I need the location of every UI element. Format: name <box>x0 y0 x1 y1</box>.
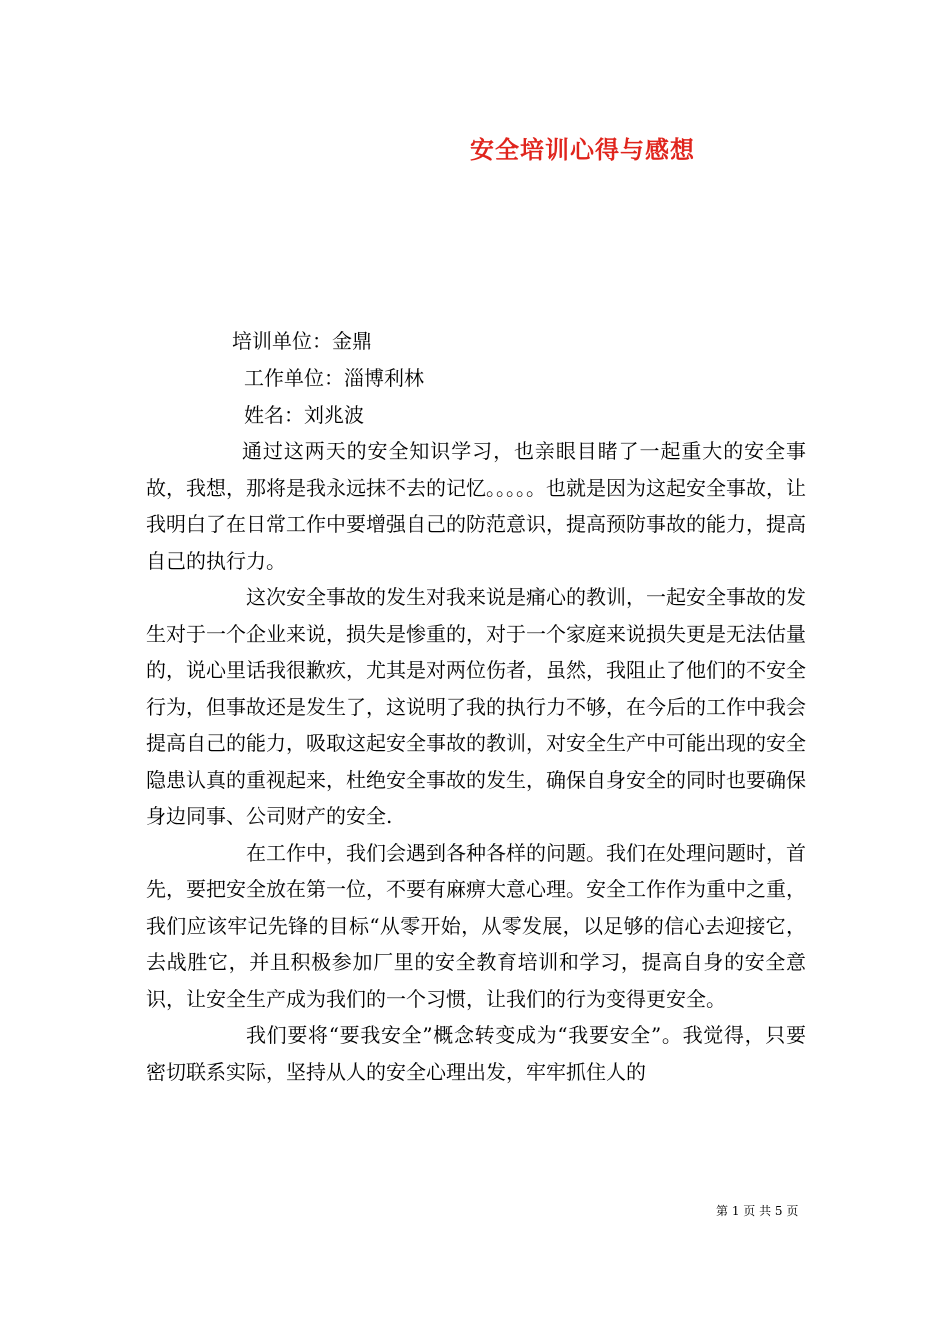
page-number-footer: 第 1 页 共 5 页 <box>716 1204 799 1218</box>
document-title: 安全培训心得与感想 <box>470 135 695 164</box>
work-unit: 工作单位：淄博利林 <box>244 366 424 390</box>
paragraph-2: 这次安全事故的发生对我来说是痛心的教训，一起安全事故的发生对于一个企业来说，损失是惨重的，对于一个家庭来说损失更是无法估量的，说心里话我很歉疚，尤其是对两位伤者，虽然，我阻止了他们的不安全行为，但事故还是发生了，这说明了我的执行力不够，在今后的工作中我会提高自己的能力，吸取这起安全事故的教训，对安全生产中可能出现的安全隐患认真的重视起来，杜绝安全事故的发生，确保自身安全的同时也要确保身边同事、公司财产的安全. <box>146 585 806 828</box>
document-body <box>146 433 806 1090</box>
paragraph-1: 通过这两天的安全知识学习，也亲眼目睹了一起重大的安全事故，我想，那将是我永远抹不去的记忆。。。。。也就是因为这起安全事故，让我明白了在日常工作中要增强自己的防范意识，提高预防事故的能力，提高自己的执行力。 <box>146 439 806 573</box>
paragraph-3: 在工作中，我们会遇到各种各样的问题。我们在处理问题时，首先，要把安全放在第一位，不要有麻痹大意心理。安全工作作为重中之重，我们应该牢记先锋的目标“从零开始，从零发展，以足够的信心去迎接它，去战胜它，并且积极参加厂里的安全教育培训和学习，提高自身的安全意识，让安全生产成为我们的一个习惯，让我们的行为变得更安全。 <box>146 840 806 1011</box>
author-name: 姓名：刘兆波 <box>244 403 364 427</box>
paragraph-4: 我们要将“要我安全”概念转变成为“我要安全”。我觉得，只要密切联系实际，坚持从人的安全心理出发，牢牢抓住人的 <box>146 1023 806 1084</box>
training-unit: 培训单位：金鼎 <box>232 329 372 353</box>
